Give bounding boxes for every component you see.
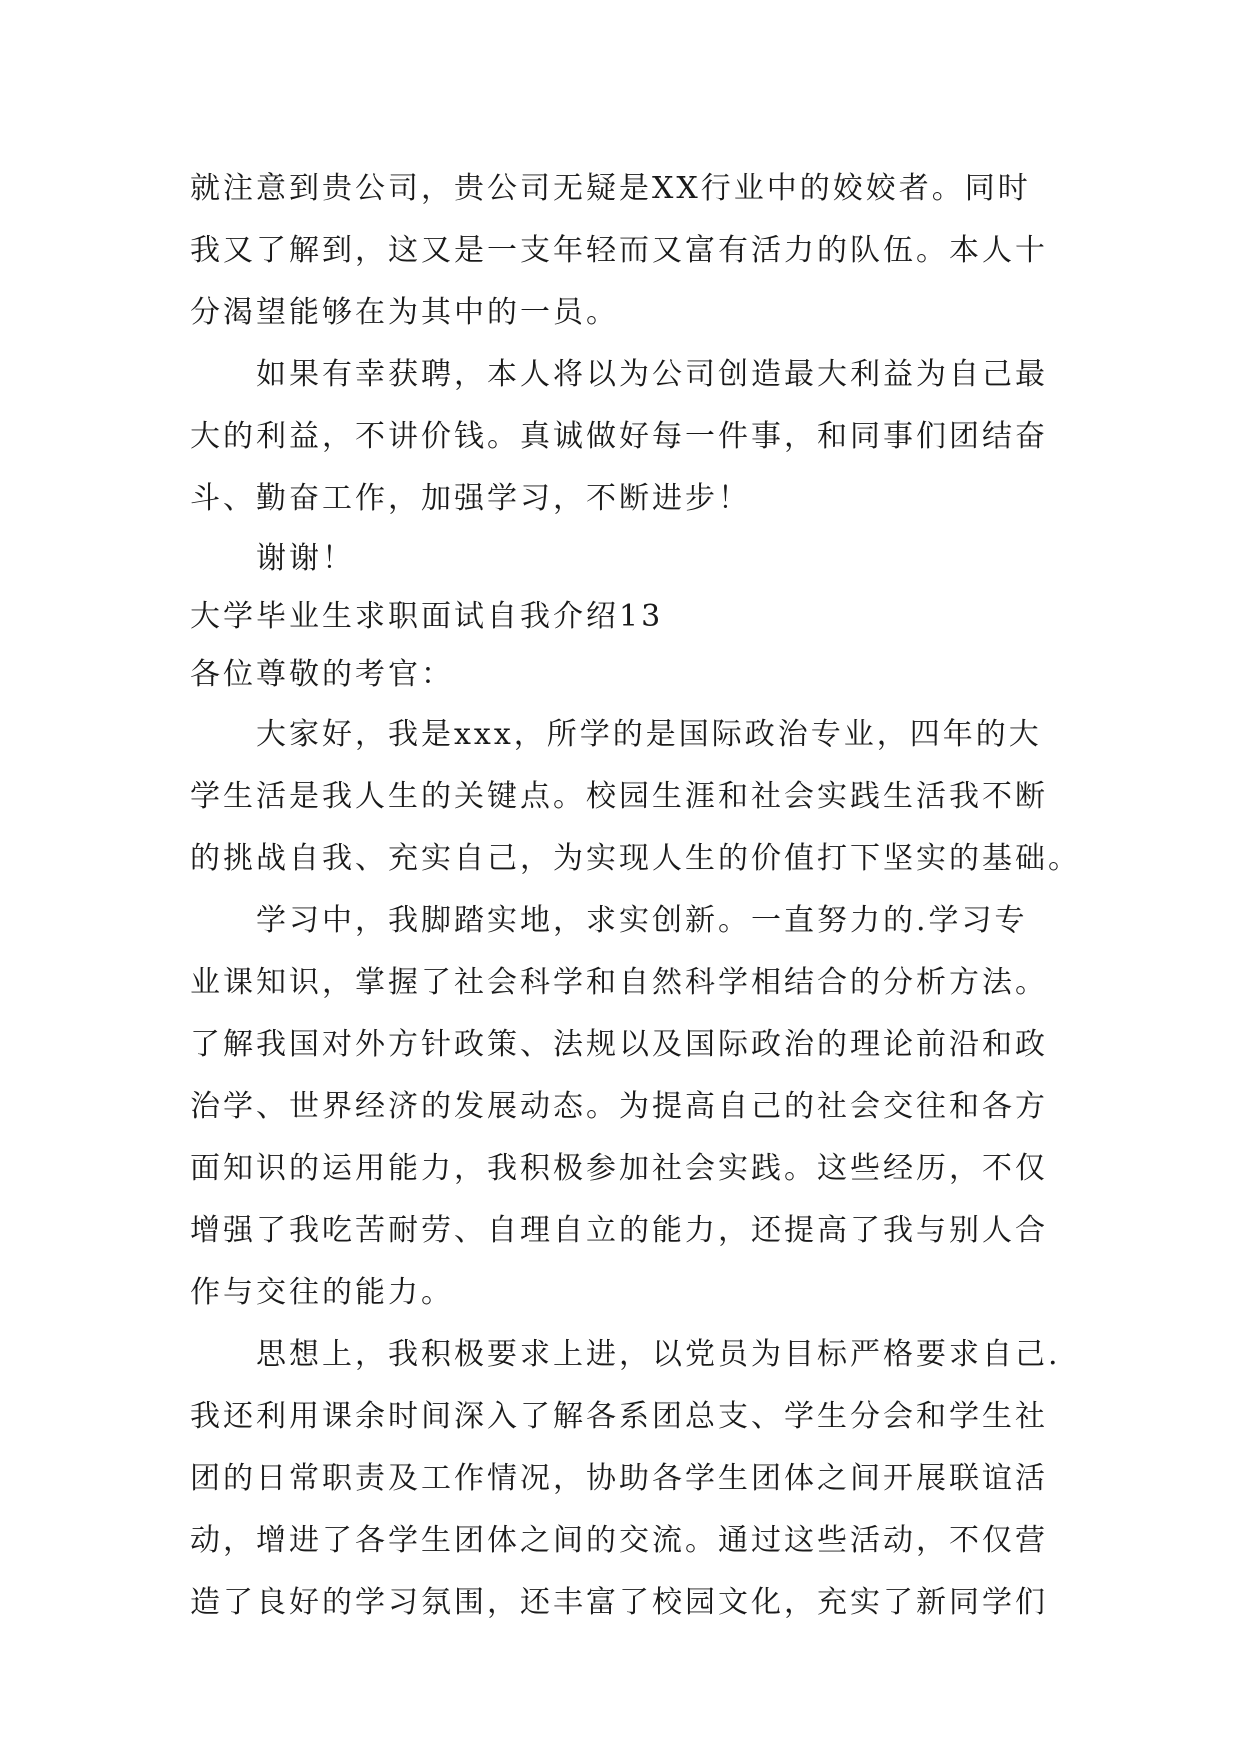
document-page — [190, 158, 1081, 1634]
salutation: 各位尊敬的考官： — [190, 657, 454, 692]
paragraph-line: 学生活是我人生的关键点。校园生涯和社会实践生活我不断 — [190, 779, 1048, 814]
paragraph-line: 了解我国对外方针政策、法规以及国际政治的理论前沿和政 — [190, 1027, 1048, 1062]
closing-line: 谢谢！ — [256, 541, 355, 576]
paragraph-line: 增强了我吃苦耐劳、自理自立的能力，还提高了我与别人合 — [190, 1213, 1048, 1248]
paragraph-line: 思想上，我积极要求上进，以党员为目标严格要求自己. — [256, 1337, 1061, 1372]
paragraph-line: 业课知识，掌握了社会科学和自然科学相结合的分析方法。 — [190, 965, 1048, 1000]
paragraph-line: 大的利益，不讲价钱。真诚做好每一件事，和同事们团结奋 — [190, 419, 1048, 454]
paragraph-line: 动，增进了各学生团体之间的交流。通过这些活动，不仅营 — [190, 1523, 1048, 1558]
paragraph-line: 学习中，我脚踏实地，求实创新。一直努力的.学习专 — [256, 903, 1028, 938]
paragraph-line: 治学、世界经济的发展动态。为提高自己的社会交往和各方 — [190, 1089, 1048, 1124]
paragraph-line: 我还利用课余时间深入了解各系团总支、学生分会和学生社 — [190, 1399, 1048, 1434]
paragraph-line: 我又了解到，这又是一支年轻而又富有活力的队伍。本人十 — [190, 233, 1048, 268]
paragraph-line: 分渴望能够在为其中的一员。 — [190, 295, 619, 330]
paragraph-line: 大家好，我是xxx，所学的是国际政治专业，四年的大 — [256, 717, 1042, 752]
paragraph-line: 的挑战自我、充实自己，为实现人生的价值打下坚实的基础。 — [190, 841, 1081, 876]
section-heading: 大学毕业生求职面试自我介绍13 — [190, 599, 664, 634]
paragraph-line: 作与交往的能力。 — [190, 1275, 454, 1310]
paragraph-line: 面知识的运用能力，我积极参加社会实践。这些经历，不仅 — [190, 1151, 1048, 1186]
paragraph-line: 斗、勤奋工作，加强学习，不断进步！ — [190, 481, 751, 516]
paragraph-line: 造了良好的学习氛围，还丰富了校园文化，充实了新同学们 — [190, 1585, 1048, 1620]
paragraph-line: 如果有幸获聘，本人将以为公司创造最大利益为自己最 — [256, 357, 1048, 392]
paragraph-line: 团的日常职责及工作情况，协助各学生团体之间开展联谊活 — [190, 1461, 1048, 1496]
paragraph-line: 就注意到贵公司，贵公司无疑是XX行业中的姣姣者。同时 — [190, 171, 1031, 206]
